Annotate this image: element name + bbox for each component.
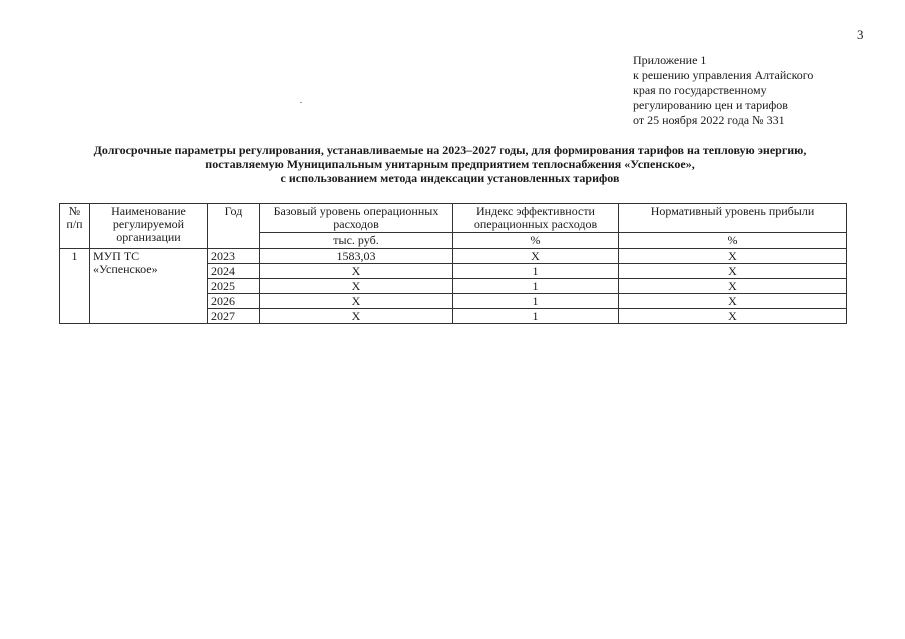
appendix-line: Приложение 1 <box>633 53 707 67</box>
cell-year: 2026 <box>208 294 260 309</box>
appendix-line: регулированию цен и тарифов <box>633 98 788 112</box>
table-header-row <box>60 204 847 233</box>
title-line: с использованием метода индексации установленных тарифов <box>280 171 620 185</box>
cell-year: 2024 <box>208 264 260 279</box>
unit-base-expenses: тыс. руб. <box>260 233 453 249</box>
header-organization: Наименование регулируемой организации <box>90 204 208 249</box>
cell-base: Х <box>260 279 453 294</box>
unit-efficiency-index: % <box>453 233 619 249</box>
cell-index: 1 <box>453 279 619 294</box>
cell-profit: Х <box>619 264 847 279</box>
title-line: Долгосрочные параметры регулирования, устанавливаемые на 2023–2027 годы, для формирования тарифов на тепловую энергию, <box>93 143 807 157</box>
cell-index: Х <box>453 249 619 264</box>
cell-profit: Х <box>619 249 847 264</box>
cell-org-no: 1 <box>60 249 90 324</box>
scan-speck <box>300 102 302 103</box>
header-year: Год <box>208 204 260 249</box>
cell-year: 2025 <box>208 279 260 294</box>
cell-profit: Х <box>619 294 847 309</box>
cell-profit: Х <box>619 279 847 294</box>
cell-base: Х <box>260 309 453 324</box>
header-no: № п/п <box>60 204 90 249</box>
cell-index: 1 <box>453 294 619 309</box>
table-row <box>60 249 847 264</box>
cell-year: 2027 <box>208 309 260 324</box>
cell-index: 1 <box>453 309 619 324</box>
unit-profit-level: % <box>619 233 847 249</box>
appendix-line: к решению управления Алтайского <box>633 68 814 82</box>
cell-base: Х <box>260 264 453 279</box>
cell-org-name: МУП ТС «Успенское» <box>90 249 208 324</box>
title-line: поставляемую Муниципальным унитарным предприятием теплоснабжения «Успенское», <box>205 157 695 171</box>
document-title <box>50 143 850 185</box>
appendix-line: от 25 ноября 2022 года № 331 <box>633 113 785 127</box>
parameters-table <box>59 203 847 324</box>
cell-base: 1583,03 <box>260 249 453 264</box>
appendix-line: края по государственному <box>633 83 767 97</box>
cell-profit: Х <box>619 309 847 324</box>
page-number: 3 <box>857 27 864 42</box>
header-base-expenses: Базовый уровень операционных расходов <box>260 204 453 233</box>
header-profit-level: Нормативный уровень прибыли <box>619 204 847 233</box>
cell-index: 1 <box>453 264 619 279</box>
cell-base: Х <box>260 294 453 309</box>
appendix-block <box>633 53 883 128</box>
cell-year: 2023 <box>208 249 260 264</box>
header-efficiency-index: Индекс эффективности операционных расходов <box>453 204 619 233</box>
